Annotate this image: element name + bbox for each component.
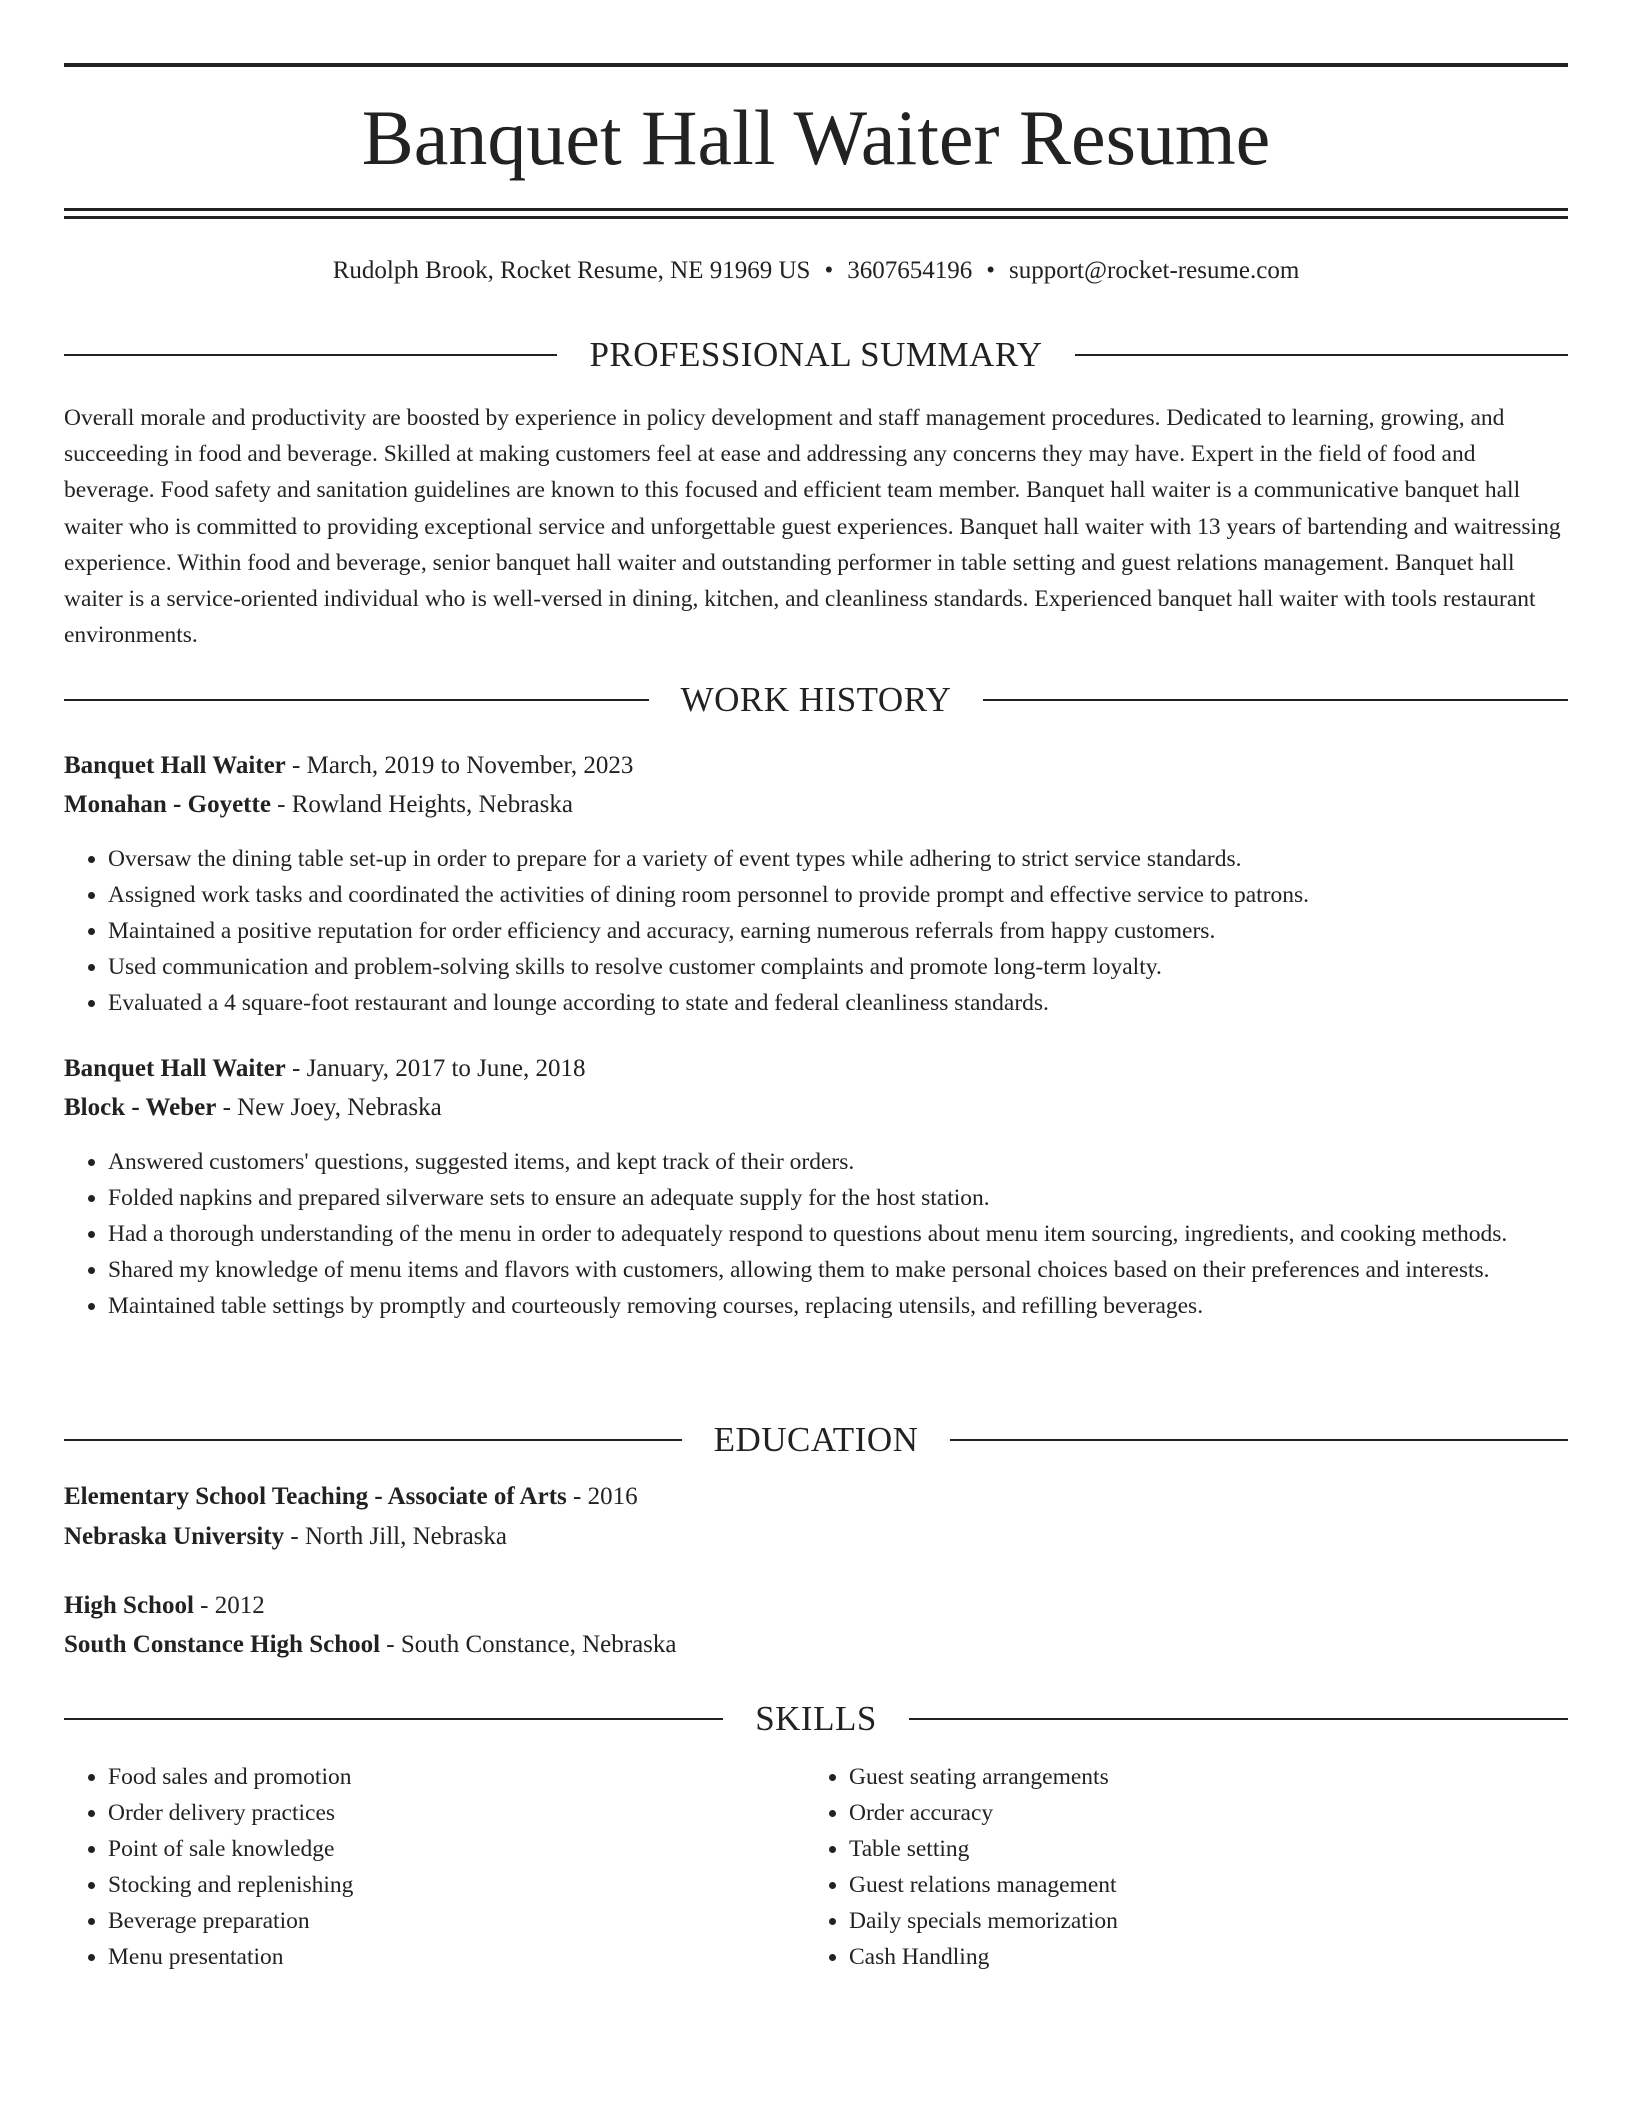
- job-1-title-line: [64, 749, 1568, 783]
- education-degree: Elementary School Teaching - Associate of Arts: [64, 1483, 567, 1510]
- list-item: • Shared my knowledge of menu items and flavors with customers, allowing them to make personal choices based on their preferences and interests.: [108, 1252, 1568, 1288]
- job-dates: - March, 2019 to November, 2023: [285, 752, 634, 779]
- skills-heading: [64, 1697, 1568, 1741]
- education-location: - North Jill, Nebraska: [284, 1523, 508, 1550]
- education-school: Nebraska University: [64, 1523, 285, 1550]
- skill-item: • Cash Handling: [849, 1939, 1499, 1975]
- education-2-school-line: [64, 1628, 1568, 1662]
- skill-item: • Order accuracy: [849, 1795, 1499, 1831]
- skill-item: • Food sales and promotion: [108, 1759, 758, 1795]
- heading-rule-left: [64, 699, 649, 701]
- work-history-heading: [64, 678, 1568, 722]
- summary-heading: [64, 333, 1568, 377]
- job-2-title-line: [64, 1052, 1568, 1086]
- job-title: Banquet Hall Waiter: [64, 752, 286, 779]
- skill-item: • Daily specials memorization: [849, 1903, 1499, 1939]
- skill-item: • Guest seating arrangements: [849, 1759, 1499, 1795]
- job-title: Banquet Hall Waiter: [64, 1055, 286, 1082]
- list-item: • Answered customers' questions, suggested items, and kept track of their orders.: [108, 1144, 1568, 1180]
- education-heading: [64, 1418, 1568, 1462]
- job-2-bullets: [64, 1144, 1568, 1324]
- education-1-school-line: [64, 1520, 1568, 1554]
- list-item: • Maintained a positive reputation for order efficiency and accuracy, earning numerous referrals from happy customers.: [108, 913, 1568, 949]
- job-location: - New Joey, Nebraska: [216, 1094, 442, 1121]
- education-year: - 2016: [566, 1483, 638, 1510]
- list-item: • Had a thorough understanding of the menu in order to adequately respond to questions about menu item sourcing, ingredients, and cooking methods.: [108, 1216, 1568, 1252]
- skills-list-right: [805, 1759, 1499, 1975]
- work-history-heading-label: WORK HISTORY: [680, 680, 952, 719]
- skill-item: • Beverage preparation: [108, 1903, 758, 1939]
- list-item: • Oversaw the dining table set-up in order to prepare for a variety of event types while adhering to strict service standards.: [108, 841, 1568, 877]
- title-double-rule: [64, 208, 1568, 219]
- contact-email: support@rocket-resume.com: [1009, 257, 1300, 284]
- skill-item: • Guest relations management: [849, 1867, 1499, 1903]
- heading-rule-left: [64, 1439, 682, 1441]
- job-2-company-line: [64, 1091, 1568, 1125]
- education-1-degree-line: [64, 1480, 1568, 1514]
- list-item: • Folded napkins and prepared silverware sets to ensure an adequate supply for the host station.: [108, 1180, 1568, 1216]
- list-item: • Maintained table settings by promptly and courteously removing courses, replacing utensils, and refilling beverages.: [108, 1288, 1568, 1324]
- skill-item: • Stocking and replenishing: [108, 1867, 758, 1903]
- skill-item: • Table setting: [849, 1831, 1499, 1867]
- resume-title: Banquet Hall Waiter Resume: [361, 94, 1271, 181]
- job-dates: - January, 2017 to June, 2018: [285, 1055, 586, 1082]
- contact-separator: •: [824, 257, 834, 284]
- list-item: • Evaluated a 4 square-foot restaurant and lounge according to state and federal cleanliness standards.: [108, 985, 1568, 1021]
- contact-line: [64, 254, 1568, 288]
- job-company: Monahan - Goyette: [64, 791, 271, 818]
- education-location: - South Constance, Nebraska: [380, 1631, 677, 1658]
- summary-heading-label: PROFESSIONAL SUMMARY: [589, 335, 1043, 374]
- education-degree: High School: [64, 1592, 194, 1619]
- job-1-bullets: [64, 841, 1568, 1021]
- contact-address: Rudolph Brook, Rocket Resume, NE 91969 US: [332, 257, 811, 284]
- job-company: Block - Weber: [64, 1094, 217, 1121]
- heading-rule-right: [1075, 354, 1568, 356]
- education-2-degree-line: [64, 1589, 1568, 1623]
- heading-rule-left: [64, 354, 557, 356]
- education-school: South Constance High School: [64, 1631, 381, 1658]
- contact-separator: •: [986, 257, 995, 284]
- top-rule: [64, 63, 1568, 67]
- job-1-company-line: [64, 788, 1568, 822]
- job-location: - Rowland Heights, Nebraska: [270, 791, 573, 818]
- education-year: - 2012: [193, 1592, 265, 1619]
- skill-item: • Point of sale knowledge: [108, 1831, 758, 1867]
- skills-heading-label: SKILLS: [755, 1699, 877, 1738]
- skill-item: • Menu presentation: [108, 1939, 758, 1975]
- skills-list-left: [64, 1759, 758, 1975]
- list-item: • Used communication and problem-solving skills to resolve customer complaints and promote long-term loyalty.: [108, 949, 1568, 985]
- skill-item: • Order delivery practices: [108, 1795, 758, 1831]
- heading-rule-right: [950, 1439, 1568, 1441]
- heading-rule-left: [64, 1718, 723, 1720]
- summary-text: Overall morale and productivity are boosted by experience in policy development and staff management procedures. Dedicated to learning, growing, and succeeding in food and beverage. Skilled at making customers feel at ease and addressing any concerns they may have. Expert in the field of food and beverage. Food safety and sanitation guidelines are known to this focused and efficient team member. Banquet hall waiter is a communicative banquet hall waiter who is committed to providing exceptional service and unforgettable guest experiences. Banquet hall waiter with 13 years of bartending and waitressing experience. Within food and beverage, senior banquet hall waiter and outstanding performer in table setting and guest relations management. Banquet hall waiter is a service-oriented individual who is well-versed in dining, kitchen, and cleanliness standards. Experienced banquet hall waiter with tools restaurant environments.: [64, 405, 1561, 649]
- contact-phone: 3607654196: [847, 257, 973, 284]
- heading-rule-right: [983, 699, 1568, 701]
- heading-rule-right: [909, 1718, 1568, 1720]
- education-heading-label: EDUCATION: [713, 1420, 919, 1459]
- list-item: • Assigned work tasks and coordinated the activities of dining room personnel to provide prompt and effective service to patrons.: [108, 877, 1568, 913]
